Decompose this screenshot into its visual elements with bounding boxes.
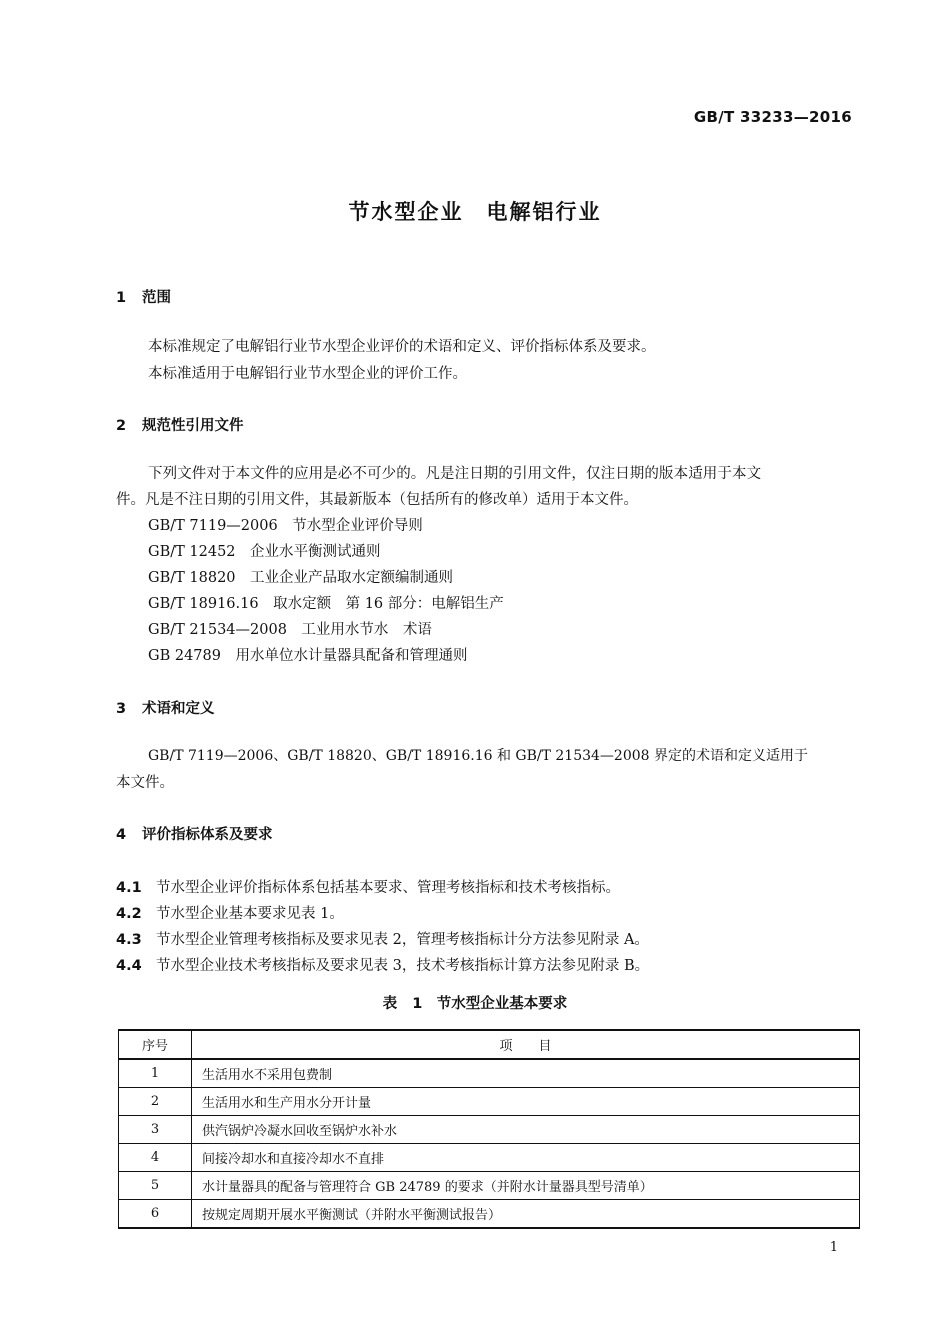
reference-item: GB/T 7119—2006 节水型企业评价导则 xyxy=(148,518,423,534)
reference-item: GB/T 12452 企业水平衡测试通则 xyxy=(148,544,381,560)
paragraph: 下列文件对于本文件的应用是必不可少的。凡是注日期的引用文件，仅注日期的版本适用于本文 xyxy=(148,466,762,482)
table-row xyxy=(119,1088,860,1116)
clause xyxy=(116,954,649,975)
reference-item: GB/T 21534—2008 工业用水节水 术语 xyxy=(148,622,432,638)
clause-number: 4.2 xyxy=(116,906,142,922)
row-item: 水计量器具的配备与管理符合 GB 24789 的要求（并附水计量器具型号清单） xyxy=(192,1172,860,1200)
standard-code: GB/T 33233—2016 xyxy=(693,108,852,126)
section-2-heading xyxy=(116,414,244,435)
row-number: 1 xyxy=(119,1059,192,1088)
section-title: 术语和定义 xyxy=(142,701,215,717)
section-number: 1 xyxy=(116,290,127,306)
clause xyxy=(116,928,649,949)
row-number: 2 xyxy=(119,1088,192,1116)
section-number: 2 xyxy=(116,418,127,434)
row-item: 供汽锅炉冷凝水回收至锅炉水补水 xyxy=(192,1116,860,1144)
section-title: 评价指标体系及要求 xyxy=(142,827,273,843)
page-number: 1 xyxy=(829,1240,838,1255)
clause xyxy=(116,876,620,897)
table-caption: 表 1 节水型企业基本要求 xyxy=(382,996,568,1012)
table-row xyxy=(119,1116,860,1144)
clause-text: 节水型企业评价指标体系包括基本要求、管理考核指标和技术考核指标。 xyxy=(156,880,620,896)
header-no: 序号 xyxy=(119,1030,192,1059)
table-row xyxy=(119,1200,860,1229)
clause-text: 节水型企业基本要求见表 1。 xyxy=(156,906,344,922)
row-item: 生活用水和生产用水分开计量 xyxy=(192,1088,860,1116)
document-title: 节水型企业 电解铝行业 xyxy=(348,200,602,224)
clause xyxy=(116,902,344,923)
paragraph: GB/T 7119—2006、GB/T 18820、GB/T 18916.16 和 GB/T 21534—2008 界定的术语和定义适用于 xyxy=(148,748,809,764)
row-number: 4 xyxy=(119,1144,192,1172)
table-row xyxy=(119,1172,860,1200)
header-item: 项 目 xyxy=(192,1030,860,1059)
section-1-heading xyxy=(116,286,171,307)
paragraph: 本标准规定了电解铝行业节水型企业评价的术语和定义、评价指标体系及要求。 xyxy=(148,339,656,355)
section-number: 4 xyxy=(116,827,127,843)
row-item: 按规定周期开展水平衡测试（并附水平衡测试报告） xyxy=(192,1200,860,1229)
clause-number: 4.1 xyxy=(116,880,142,896)
row-number: 3 xyxy=(119,1116,192,1144)
clause-number: 4.4 xyxy=(116,958,142,974)
reference-item: GB/T 18916.16 取水定额 第 16 部分：电解铝生产 xyxy=(148,596,504,612)
section-number: 3 xyxy=(116,701,127,717)
table-row xyxy=(119,1059,860,1088)
paragraph: 本标准适用于电解铝行业节水型企业的评价工作。 xyxy=(148,366,467,382)
basic-requirements-table xyxy=(118,1029,860,1229)
clause-number: 4.3 xyxy=(116,932,142,948)
row-item: 生活用水不采用包费制 xyxy=(192,1059,860,1088)
section-title: 范围 xyxy=(142,290,171,306)
reference-item: GB/T 18820 工业企业产品取水定额编制通则 xyxy=(148,570,454,586)
clause-text: 节水型企业技术考核指标及要求见表 3，技术考核指标计算方法参见附录 B。 xyxy=(156,958,650,974)
paragraph: 本文件。 xyxy=(116,775,174,791)
row-number: 5 xyxy=(119,1172,192,1200)
table-header-row xyxy=(119,1030,860,1059)
table-row xyxy=(119,1144,860,1172)
row-item: 间接冷却水和直接冷却水不直排 xyxy=(192,1144,860,1172)
section-3-heading xyxy=(116,697,215,718)
reference-item: GB 24789 用水单位水计量器具配备和管理通则 xyxy=(148,648,468,664)
clause-text: 节水型企业管理考核指标及要求见表 2，管理考核指标计分方法参见附录 A。 xyxy=(156,932,649,948)
section-title: 规范性引用文件 xyxy=(142,418,244,434)
row-number: 6 xyxy=(119,1200,192,1229)
paragraph: 件。凡是不注日期的引用文件，其最新版本（包括所有的修改单）适用于本文件。 xyxy=(116,492,638,508)
section-4-heading xyxy=(116,823,273,844)
